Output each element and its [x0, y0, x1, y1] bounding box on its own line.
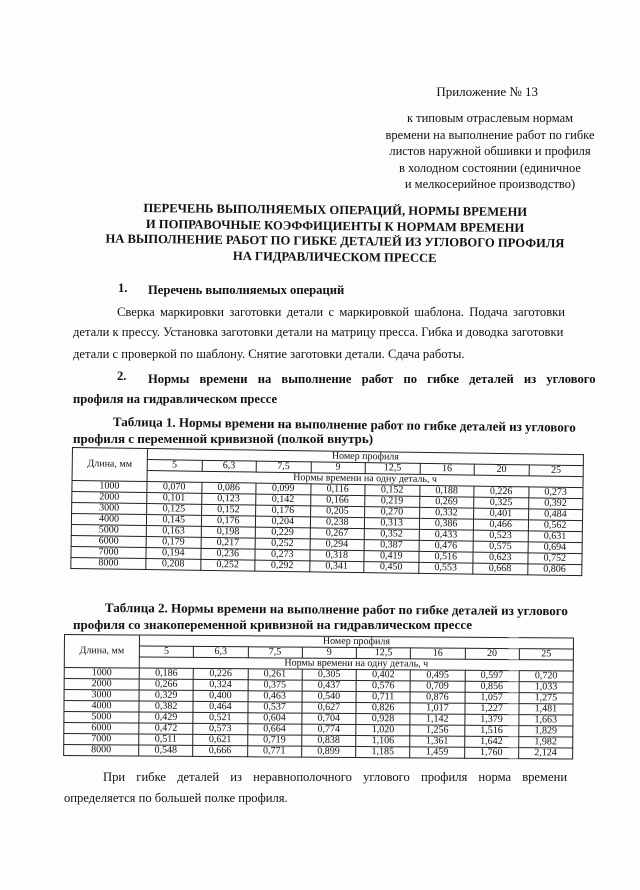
value-cell: 0,217 — [201, 537, 256, 549]
value-cell: 0,294 — [310, 539, 365, 551]
value-cell: 0,666 — [193, 745, 247, 756]
title-line: И ПОПРАВОЧНЫЕ КОЭФФИЦИЕНТЫ К НОРМАМ ВРЕМЕНИ — [145, 216, 525, 235]
value-cell: 0,392 — [528, 498, 583, 510]
value-cell: 0,252 — [200, 559, 255, 571]
value-cell: 1,185 — [356, 747, 410, 758]
appendix-number: Приложение № 13 — [436, 84, 538, 99]
value-cell: 0,419 — [364, 551, 419, 563]
value-cell: 0,123 — [201, 493, 256, 505]
subtitle-line: листов наружной обшивки и профиля — [389, 144, 591, 158]
subtitle-line: в холодном состоянии (единичное — [399, 160, 581, 175]
table2-profile-cell: 5 — [139, 646, 193, 657]
value-cell: 1,642 — [464, 736, 518, 747]
value-cell: 0,597 — [465, 670, 519, 681]
value-cell: 0,928 — [356, 714, 410, 725]
value-cell: 0,562 — [528, 520, 583, 532]
value-cell: 0,386 — [419, 518, 474, 530]
value-cell: 0,266 — [139, 679, 193, 690]
table2 — [63, 634, 574, 760]
value-cell: 1,516 — [464, 725, 518, 736]
value-cell: 0,573 — [193, 723, 247, 734]
value-cell: 0,463 — [248, 691, 302, 702]
value-cell: 0,375 — [248, 680, 302, 691]
value-cell: 0,270 — [365, 507, 420, 519]
table2-profile-cell: 20 — [465, 648, 519, 659]
value-cell: 0,269 — [419, 496, 474, 508]
length-cell: 6000 — [64, 723, 139, 735]
value-cell: 0,325 — [474, 497, 529, 509]
section2-heading-cont: профиля на гидравлическом прессе — [73, 392, 278, 406]
value-cell: 0,267 — [310, 528, 365, 540]
value-cell: 0,238 — [310, 517, 365, 529]
value-cell: 1,142 — [410, 714, 464, 725]
value-cell: 0,402 — [356, 670, 410, 681]
value-cell: 1,033 — [519, 682, 573, 693]
table1-profile-header: Номер профиля — [147, 449, 583, 466]
table2-profile-header: Номер профиля — [139, 635, 573, 649]
length-cell: 4000 — [64, 701, 139, 713]
value-cell: 0,152 — [365, 485, 420, 497]
value-cell: 0,176 — [201, 515, 256, 527]
title-line: НА ГИДРАВЛИЧЕСКОМ ПРЕССЕ — [232, 248, 437, 265]
appendix-subtitle — [360, 110, 620, 193]
value-cell: 0,719 — [247, 735, 301, 746]
value-cell: 1,020 — [356, 725, 410, 736]
value-cell: 0,163 — [146, 526, 201, 538]
table1-caption: Таблица 1. Нормы времени на выполнение работ по гибке деталей из углового — [112, 414, 576, 435]
value-cell: 0,252 — [255, 538, 310, 550]
value-cell: 0,575 — [473, 541, 528, 553]
value-cell: 0,400 — [193, 690, 247, 701]
value-cell: 0,631 — [528, 531, 583, 543]
table1-profile-cell: 12,5 — [365, 463, 420, 475]
table2-caption-cont: профиля со знакопеременной кривизной на гидравлическом прессе — [73, 617, 473, 632]
section1-heading: Перечень выполняемых операций — [148, 283, 345, 297]
value-cell: 0,450 — [364, 562, 419, 574]
value-cell: 0,387 — [364, 540, 419, 552]
section2-number: 2. — [117, 369, 127, 383]
value-cell: 1,017 — [410, 703, 464, 714]
value-cell: 0,188 — [419, 485, 474, 497]
value-cell: 0,548 — [139, 745, 193, 756]
length-cell: 3000 — [72, 503, 147, 515]
value-cell: 0,623 — [473, 552, 528, 564]
value-cell: 2,124 — [518, 748, 572, 759]
length-cell: 2000 — [64, 679, 139, 691]
value-cell: 0,261 — [248, 669, 302, 680]
value-cell: 1,057 — [465, 692, 519, 703]
length-cell: 8000 — [71, 557, 146, 569]
value-cell: 0,664 — [247, 724, 301, 735]
value-cell: 0,273 — [255, 549, 310, 561]
value-cell: 1,481 — [519, 704, 573, 715]
value-cell: 0,198 — [201, 526, 256, 538]
value-cell: 0,116 — [310, 484, 365, 496]
table2-profile-cell: 16 — [411, 648, 465, 659]
length-cell: 2000 — [72, 492, 147, 504]
value-cell: 0,401 — [474, 508, 529, 520]
value-cell: 0,476 — [419, 540, 474, 552]
value-cell: 0,382 — [139, 701, 193, 712]
value-cell: 0,332 — [419, 507, 474, 519]
value-cell: 0,204 — [255, 516, 310, 528]
value-cell: 1,379 — [464, 714, 518, 725]
table2-profile-cell: 6,3 — [194, 646, 248, 657]
value-cell: 0,433 — [419, 529, 474, 541]
value-cell: 0,101 — [147, 493, 202, 505]
value-cell: 1,760 — [464, 747, 518, 758]
value-cell: 0,720 — [519, 671, 573, 682]
table1-caption-cont: профиля с переменной кривизной (полкой внутрь) — [73, 431, 374, 446]
value-cell: 0,205 — [310, 506, 365, 518]
value-cell: 0,576 — [356, 681, 410, 692]
value-cell: 0,229 — [255, 527, 310, 539]
value-cell: 0,086 — [201, 482, 256, 494]
table2-profile-cell: 12,5 — [356, 648, 410, 659]
footer-note-cont: определяется по большей полке профиля. — [64, 791, 288, 805]
table2-profile-cell: 7,5 — [248, 647, 302, 658]
value-cell: 1,982 — [518, 737, 572, 748]
subtitle-line: времени на выполнение работ по гибке — [385, 127, 595, 142]
value-cell: 0,540 — [302, 691, 356, 702]
value-cell: 1,663 — [519, 715, 573, 726]
section1-number: 1. — [118, 281, 128, 295]
value-cell: 0,142 — [256, 494, 311, 506]
value-cell: 0,179 — [146, 537, 201, 549]
length-cell: 1000 — [72, 481, 147, 493]
table1-profile-cell: 5 — [147, 460, 202, 472]
value-cell: 0,826 — [356, 703, 410, 714]
value-cell: 0,125 — [147, 504, 202, 516]
table-row — [64, 745, 573, 760]
value-cell: 0,856 — [465, 681, 519, 692]
subtitle-line: к типовым отраслевым нормам — [406, 111, 574, 125]
table1-profile-cell: 25 — [529, 465, 584, 477]
value-cell: 0,495 — [410, 670, 464, 681]
value-cell: 0,484 — [528, 509, 583, 521]
table2-length-header: Длина, мм — [64, 635, 139, 669]
length-cell: 6000 — [71, 535, 146, 547]
length-cell: 7000 — [64, 734, 139, 746]
value-cell: 0,627 — [302, 702, 356, 713]
table1-profile-cell: 7,5 — [256, 461, 311, 473]
value-cell: 1,256 — [410, 725, 464, 736]
value-cell: 0,621 — [193, 734, 247, 745]
title-line: ПЕРЕЧЕНЬ ВЫПОЛНЯЕМЫХ ОПЕРАЦИЙ, НОРМЫ ВРЕМЕНИ — [143, 200, 528, 220]
table1-length-header: Длина, мм — [72, 448, 147, 482]
value-cell: 1,227 — [464, 703, 518, 714]
footer-note: При гибке деталей из неравнополочного углового профиля норма времени — [103, 770, 568, 784]
table1-profile-cell: 9 — [311, 462, 366, 474]
subtitle-line: и мелкосерийное производство) — [404, 177, 576, 191]
value-cell: 1,829 — [519, 726, 573, 737]
value-cell: 0,273 — [528, 487, 583, 499]
table2-caption: Таблица 2. Нормы времени на выполнение работ по гибке деталей из углового — [104, 600, 568, 619]
value-cell: 0,236 — [200, 548, 255, 560]
section1-line: детали с проверкой по шаблону. Снятие заготовки детали. Сдача работы. — [73, 347, 465, 361]
table1-profile-cell: 6,3 — [202, 460, 257, 472]
value-cell: 0,324 — [193, 679, 247, 690]
value-cell: 0,668 — [473, 563, 528, 575]
value-cell: 0,472 — [139, 723, 193, 734]
title-line: НА ВЫПОЛНЕНИЕ РАБОТ ПО ГИБКЕ ДЕТАЛЕЙ ИЗ УГЛОВОГО ПРОФИЛЯ — [105, 231, 565, 251]
value-cell: 0,152 — [201, 504, 256, 516]
value-cell: 0,176 — [256, 505, 311, 517]
length-cell: 3000 — [64, 690, 139, 702]
value-cell: 0,166 — [310, 495, 365, 507]
table2-profile-cell: 25 — [519, 649, 573, 660]
value-cell: 0,523 — [473, 530, 528, 542]
value-cell: 0,899 — [301, 746, 355, 757]
value-cell: 1,106 — [356, 736, 410, 747]
value-cell: 0,553 — [418, 562, 473, 574]
length-cell: 1000 — [64, 668, 139, 680]
table1-norm-header: Нормы времени на одну деталь, ч — [147, 471, 583, 488]
table1-profile-cell: 16 — [420, 463, 475, 475]
value-cell: 1,275 — [519, 693, 573, 704]
table2-norm-header: Нормы времени на одну деталь, ч — [139, 657, 573, 671]
value-cell: 0,516 — [418, 551, 473, 563]
value-cell: 0,774 — [302, 724, 356, 735]
value-cell: 0,752 — [527, 553, 582, 565]
value-cell: 0,318 — [309, 550, 364, 562]
value-cell: 0,099 — [256, 483, 311, 495]
value-cell: 0,876 — [410, 692, 464, 703]
value-cell: 0,341 — [309, 561, 364, 573]
length-cell: 7000 — [71, 546, 146, 558]
value-cell: 0,070 — [147, 482, 202, 494]
value-cell: 0,704 — [302, 713, 356, 724]
value-cell: 0,806 — [527, 564, 582, 576]
value-cell: 0,329 — [139, 690, 193, 701]
value-cell: 0,709 — [410, 681, 464, 692]
value-cell: 1,361 — [410, 736, 464, 747]
section1-line: Сверка маркировки заготовки детали с маркировкой шаблона. Подача заготовки — [117, 305, 565, 319]
length-cell: 8000 — [64, 745, 139, 757]
value-cell: 0,771 — [247, 746, 301, 757]
value-cell: 0,838 — [301, 735, 355, 746]
value-cell: 0,219 — [365, 496, 420, 508]
value-cell: 0,305 — [302, 669, 356, 680]
value-cell: 0,292 — [255, 560, 310, 572]
value-cell: 0,437 — [302, 680, 356, 691]
value-cell: 0,226 — [474, 486, 529, 498]
value-cell: 0,694 — [528, 542, 583, 554]
value-cell: 1,459 — [410, 747, 464, 758]
length-cell: 5000 — [64, 712, 139, 724]
value-cell: 0,226 — [193, 668, 247, 679]
value-cell: 0,604 — [247, 713, 301, 724]
value-cell: 0,711 — [356, 692, 410, 703]
table2-profile-cell: 9 — [302, 647, 356, 658]
value-cell: 0,186 — [139, 668, 193, 679]
table1 — [70, 447, 584, 576]
value-cell: 0,145 — [146, 515, 201, 527]
section1-line: детали к прессу. Установка заготовки детали на матрицу пресса. Гибка и доводка заготовки — [73, 325, 564, 339]
value-cell: 0,313 — [364, 518, 419, 530]
value-cell: 0,352 — [364, 529, 419, 541]
length-cell: 4000 — [71, 514, 146, 526]
value-cell: 0,194 — [146, 548, 201, 560]
value-cell: 0,511 — [139, 734, 193, 745]
value-cell: 0,208 — [146, 559, 201, 571]
length-cell: 5000 — [71, 524, 146, 536]
document-title — [70, 200, 601, 268]
table1-profile-cell: 20 — [474, 464, 529, 476]
value-cell: 0,537 — [247, 702, 301, 713]
value-cell: 0,464 — [193, 701, 247, 712]
value-cell: 0,466 — [473, 519, 528, 531]
section2-heading: Нормы времени на выполнение работ по гибке деталей из углового — [148, 372, 596, 386]
value-cell: 0,429 — [139, 712, 193, 723]
value-cell: 0,521 — [193, 712, 247, 723]
